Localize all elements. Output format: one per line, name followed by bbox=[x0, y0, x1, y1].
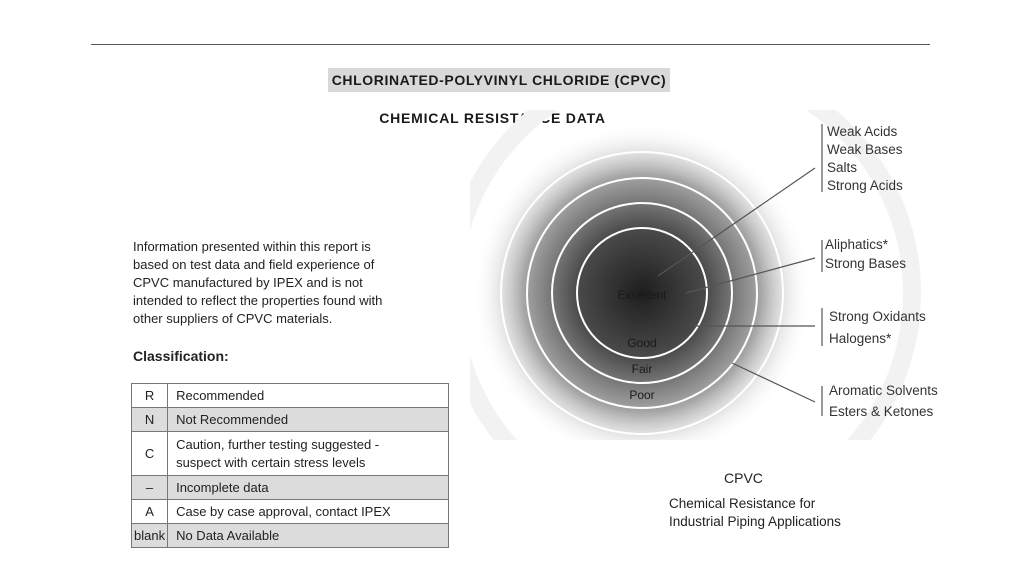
document-subtitle: CHEMICAL RESISTANCE DATA bbox=[379, 110, 606, 126]
classification-code: blank bbox=[132, 524, 168, 548]
classification-description: Not Recommended bbox=[168, 408, 449, 432]
classification-row bbox=[132, 384, 449, 408]
classification-description: No Data Available bbox=[168, 524, 449, 548]
classification-code: N bbox=[132, 408, 168, 432]
chemical-category-label: Weak Bases bbox=[827, 142, 903, 157]
ring-label-good: Good bbox=[627, 336, 657, 350]
classification-row bbox=[132, 500, 449, 524]
classification-code: A bbox=[132, 500, 168, 524]
classification-table bbox=[131, 383, 449, 548]
classification-description: Recommended bbox=[168, 384, 449, 408]
intro-paragraph: Information presented within this report is based on test data and field experience of CPVC manufactured by IPEX and is not intended to reflect the properties found with other suppliers of CPVC materials. bbox=[133, 239, 383, 326]
classification-code: R bbox=[132, 384, 168, 408]
classification-code: C bbox=[132, 432, 168, 476]
classification-heading: Classification: bbox=[133, 348, 229, 364]
ring-label-poor: Poor bbox=[629, 388, 655, 402]
chemical-category-label: Strong Acids bbox=[827, 178, 903, 193]
classification-row bbox=[132, 408, 449, 432]
document-title: CHLORINATED-POLYVINYL CHLORIDE (CPVC) bbox=[328, 68, 670, 92]
chemical-category-label: Halogens* bbox=[829, 331, 892, 346]
caption-text: Chemical Resistance for Industrial Piping Applications bbox=[669, 496, 841, 529]
chemical-category-label: Salts bbox=[827, 160, 858, 175]
classification-row bbox=[132, 524, 449, 548]
chemical-category-label: Strong Oxidants bbox=[829, 309, 926, 324]
classification-row bbox=[132, 476, 449, 500]
chemical-category-label: Aromatic Solvents bbox=[829, 383, 938, 398]
chemical-category-label: Weak Acids bbox=[827, 124, 898, 139]
top-rule bbox=[91, 44, 930, 45]
classification-description: Case by case approval, contact IPEX bbox=[168, 500, 449, 524]
chemical-category-label: Aliphatics* bbox=[825, 237, 889, 252]
ring-label-excellent: Excellent bbox=[617, 288, 667, 302]
classification-row bbox=[132, 432, 449, 476]
caption-label: CPVC bbox=[724, 470, 763, 486]
ring-label-fair: Fair bbox=[631, 362, 653, 376]
classification-code: – bbox=[132, 476, 168, 500]
chemical-category-label: Strong Bases bbox=[825, 256, 907, 271]
resistance-diagram bbox=[470, 110, 970, 440]
chemical-category-label: Esters & Ketones bbox=[829, 404, 934, 419]
classification-description: Caution, further testing suggested - suspect with certain stress levels bbox=[168, 432, 449, 476]
classification-description: Incomplete data bbox=[168, 476, 449, 500]
